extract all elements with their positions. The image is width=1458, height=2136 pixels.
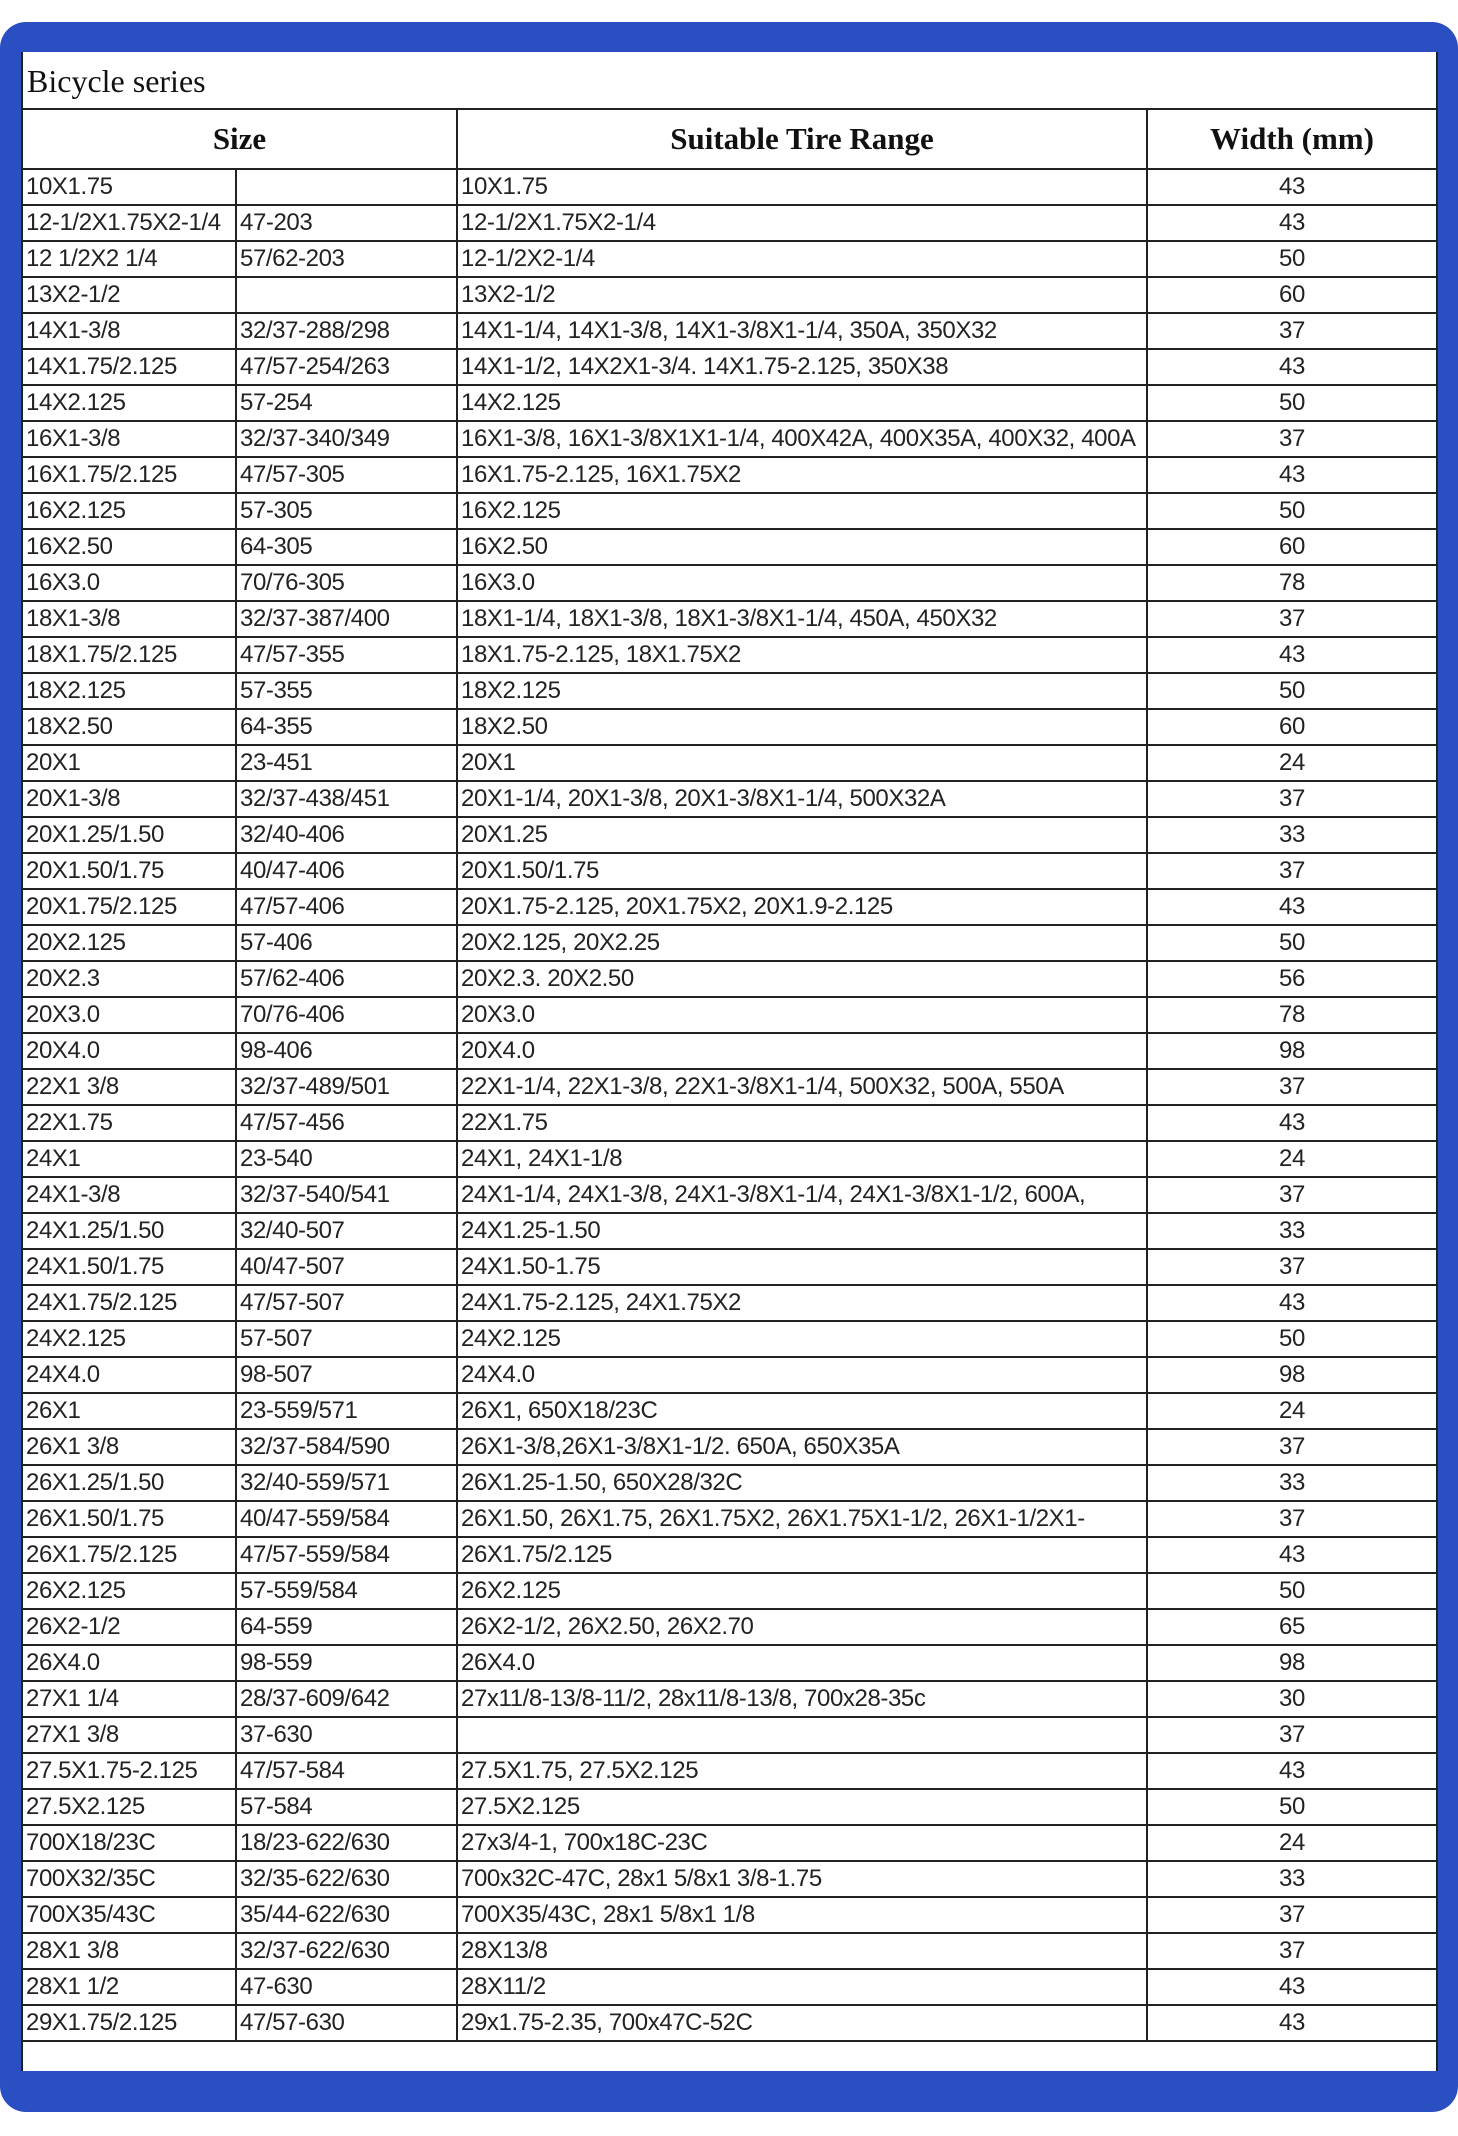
cell-width: 24 (1147, 745, 1436, 781)
cell-etrto: 23-559/571 (236, 1393, 457, 1429)
cell-size: 700X18/23C (23, 1825, 236, 1861)
cell-width: 37 (1147, 1933, 1436, 1969)
cell-size: 26X1.75/2.125 (23, 1537, 236, 1573)
cell-etrto: 47/57-305 (236, 457, 457, 493)
table-row (23, 709, 1436, 745)
cell-size: 13X2-1/2 (23, 277, 236, 313)
cell-width: 37 (1147, 1177, 1436, 1213)
table-row (23, 1861, 1436, 1897)
cell-size: 18X1.75/2.125 (23, 637, 236, 673)
header-row (23, 110, 1436, 169)
table-row (23, 277, 1436, 313)
cell-tire-range: 24X1, 24X1-1/8 (457, 1141, 1147, 1177)
table-row (23, 529, 1436, 565)
cell-etrto: 57/62-406 (236, 961, 457, 997)
cell-size: 26X1.25/1.50 (23, 1465, 236, 1501)
table-row (23, 349, 1436, 385)
cell-etrto: 32/37-584/590 (236, 1429, 457, 1465)
table-row (23, 673, 1436, 709)
cell-etrto: 32/37-288/298 (236, 313, 457, 349)
cell-width: 56 (1147, 961, 1436, 997)
cell-etrto: 47/57-559/584 (236, 1537, 457, 1573)
cell-size: 22X1.75 (23, 1105, 236, 1141)
cell-tire-range: 24X1.25-1.50 (457, 1213, 1147, 1249)
cell-tire-range: 20X1.25 (457, 817, 1147, 853)
blue-frame (0, 22, 1458, 2112)
cell-width: 37 (1147, 781, 1436, 817)
table-row (23, 1429, 1436, 1465)
cell-size: 14X1-3/8 (23, 313, 236, 349)
cell-tire-range: 22X1-1/4, 22X1-3/8, 22X1-3/8X1-1/4, 500X32, 500A, 550A (457, 1069, 1147, 1105)
cell-width: 98 (1147, 1645, 1436, 1681)
table-row (23, 169, 1436, 205)
cell-width: 43 (1147, 1537, 1436, 1573)
table-row (23, 457, 1436, 493)
cell-width: 60 (1147, 709, 1436, 745)
cell-width: 37 (1147, 421, 1436, 457)
table-row (23, 421, 1436, 457)
table-row (23, 601, 1436, 637)
cell-etrto: 57-507 (236, 1321, 457, 1357)
cell-tire-range: 700x32C-47C, 28x1 5/8x1 3/8-1.75 (457, 1861, 1147, 1897)
cell-tire-range: 700X35/43C, 28x1 5/8x1 1/8 (457, 1897, 1147, 1933)
cell-size: 20X1 (23, 745, 236, 781)
cell-width: 37 (1147, 1429, 1436, 1465)
cell-tire-range: 24X1.50-1.75 (457, 1249, 1147, 1285)
table-row (23, 997, 1436, 1033)
cell-tire-range: 27.5X1.75, 27.5X2.125 (457, 1753, 1147, 1789)
cell-size: 26X1 3/8 (23, 1429, 236, 1465)
cell-tire-range: 20X2.3. 20X2.50 (457, 961, 1147, 997)
table-row (23, 781, 1436, 817)
cell-size: 12 1/2X2 1/4 (23, 241, 236, 277)
table-row (23, 1357, 1436, 1393)
cell-tire-range: 14X2.125 (457, 385, 1147, 421)
table-row (23, 1501, 1436, 1537)
cell-etrto: 40/47-507 (236, 1249, 457, 1285)
cell-width: 43 (1147, 457, 1436, 493)
cell-etrto (236, 169, 457, 205)
cell-tire-range: 20X2.125, 20X2.25 (457, 925, 1147, 961)
cell-size: 20X2.3 (23, 961, 236, 997)
cell-etrto: 32/37-340/349 (236, 421, 457, 457)
tire-size-table (23, 110, 1436, 2042)
cell-width: 37 (1147, 601, 1436, 637)
cell-tire-range: 28X13/8 (457, 1933, 1147, 1969)
table-row (23, 1465, 1436, 1501)
table-row (23, 1969, 1436, 2005)
cell-etrto: 32/37-489/501 (236, 1069, 457, 1105)
table-row (23, 1285, 1436, 1321)
cell-etrto: 57/62-203 (236, 241, 457, 277)
cell-etrto: 32/40-406 (236, 817, 457, 853)
cell-etrto: 57-254 (236, 385, 457, 421)
cell-tire-range: 27.5X2.125 (457, 1789, 1147, 1825)
cell-width: 24 (1147, 1393, 1436, 1429)
cell-size: 20X2.125 (23, 925, 236, 961)
table-row (23, 1537, 1436, 1573)
cell-etrto: 32/37-438/451 (236, 781, 457, 817)
cell-size: 16X3.0 (23, 565, 236, 601)
cell-size: 20X1.75/2.125 (23, 889, 236, 925)
cell-tire-range: 20X3.0 (457, 997, 1147, 1033)
cell-width: 60 (1147, 277, 1436, 313)
cell-width: 24 (1147, 1141, 1436, 1177)
cell-etrto: 64-305 (236, 529, 457, 565)
cell-etrto: 64-559 (236, 1609, 457, 1645)
cell-width: 37 (1147, 1501, 1436, 1537)
cell-size: 27X1 3/8 (23, 1717, 236, 1753)
cell-width: 33 (1147, 1213, 1436, 1249)
sheet-title: Bicycle series (23, 52, 1436, 110)
cell-tire-range: 24X1-1/4, 24X1-3/8, 24X1-3/8X1-1/4, 24X1-3/8X1-1/2, 600A, (457, 1177, 1147, 1213)
cell-tire-range: 24X2.125 (457, 1321, 1147, 1357)
cell-tire-range: 14X1-1/4, 14X1-3/8, 14X1-3/8X1-1/4, 350A, 350X32 (457, 313, 1147, 349)
cell-etrto: 47/57-406 (236, 889, 457, 925)
cell-size: 22X1 3/8 (23, 1069, 236, 1105)
cell-size: 14X2.125 (23, 385, 236, 421)
table-row (23, 1753, 1436, 1789)
cell-width: 43 (1147, 637, 1436, 673)
cell-tire-range (457, 1717, 1147, 1753)
cell-width: 37 (1147, 1069, 1436, 1105)
cell-width: 43 (1147, 889, 1436, 925)
cell-width: 50 (1147, 1789, 1436, 1825)
cell-tire-range: 16X1-3/8, 16X1-3/8X1X1-1/4, 400X42A, 400X35A, 400X32, 400A (457, 421, 1147, 457)
cell-width: 98 (1147, 1033, 1436, 1069)
cell-width: 78 (1147, 565, 1436, 601)
table-row (23, 2005, 1436, 2041)
cell-size: 24X1 (23, 1141, 236, 1177)
cell-size: 14X1.75/2.125 (23, 349, 236, 385)
table-row (23, 1249, 1436, 1285)
cell-etrto: 47/57-355 (236, 637, 457, 673)
header-size: Size (23, 110, 457, 169)
cell-etrto: 70/76-406 (236, 997, 457, 1033)
cell-width: 33 (1147, 1465, 1436, 1501)
table-row (23, 853, 1436, 889)
table-row (23, 1177, 1436, 1213)
cell-etrto: 40/47-406 (236, 853, 457, 889)
table-row (23, 1321, 1436, 1357)
cell-size: 28X1 3/8 (23, 1933, 236, 1969)
table-row (23, 1069, 1436, 1105)
cell-etrto: 28/37-609/642 (236, 1681, 457, 1717)
cell-size: 18X2.125 (23, 673, 236, 709)
cell-size: 700X32/35C (23, 1861, 236, 1897)
cell-width: 37 (1147, 1717, 1436, 1753)
cell-width: 43 (1147, 2005, 1436, 2041)
cell-etrto: 98-507 (236, 1357, 457, 1393)
cell-tire-range: 16X3.0 (457, 565, 1147, 601)
cell-tire-range: 26X1.25-1.50, 650X28/32C (457, 1465, 1147, 1501)
cell-size: 24X1.50/1.75 (23, 1249, 236, 1285)
cell-size: 24X2.125 (23, 1321, 236, 1357)
cell-size: 24X4.0 (23, 1357, 236, 1393)
cell-width: 37 (1147, 853, 1436, 889)
table-row (23, 1393, 1436, 1429)
cell-etrto (236, 277, 457, 313)
cell-size: 20X1.25/1.50 (23, 817, 236, 853)
cell-width: 50 (1147, 1321, 1436, 1357)
cell-tire-range: 26X1.50, 26X1.75, 26X1.75X2, 26X1.75X1-1/2, 26X1-1/2X1- (457, 1501, 1147, 1537)
cell-size: 27.5X2.125 (23, 1789, 236, 1825)
header-width: Width (mm) (1147, 110, 1436, 169)
table-row (23, 493, 1436, 529)
cell-size: 20X3.0 (23, 997, 236, 1033)
cell-size: 24X1.75/2.125 (23, 1285, 236, 1321)
cell-size: 26X1 (23, 1393, 236, 1429)
table-row (23, 1573, 1436, 1609)
cell-etrto: 57-355 (236, 673, 457, 709)
cell-tire-range: 16X1.75-2.125, 16X1.75X2 (457, 457, 1147, 493)
table-row (23, 1645, 1436, 1681)
cell-size: 28X1 1/2 (23, 1969, 236, 2005)
cell-tire-range: 22X1.75 (457, 1105, 1147, 1141)
cell-size: 18X1-3/8 (23, 601, 236, 637)
cell-etrto: 47/57-254/263 (236, 349, 457, 385)
table-row (23, 385, 1436, 421)
cell-size: 29X1.75/2.125 (23, 2005, 236, 2041)
cell-width: 43 (1147, 1105, 1436, 1141)
cell-width: 43 (1147, 205, 1436, 241)
cell-size: 20X1-3/8 (23, 781, 236, 817)
cell-width: 33 (1147, 1861, 1436, 1897)
cell-tire-range: 13X2-1/2 (457, 277, 1147, 313)
cell-etrto: 47/57-507 (236, 1285, 457, 1321)
cell-width: 37 (1147, 1897, 1436, 1933)
cell-etrto: 47/57-630 (236, 2005, 457, 2041)
cell-width: 50 (1147, 493, 1436, 529)
table-row (23, 637, 1436, 673)
cell-etrto: 35/44-622/630 (236, 1897, 457, 1933)
cell-width: 37 (1147, 1249, 1436, 1285)
cell-tire-range: 24X4.0 (457, 1357, 1147, 1393)
cell-size: 10X1.75 (23, 169, 236, 205)
cell-width: 78 (1147, 997, 1436, 1033)
cell-width: 24 (1147, 1825, 1436, 1861)
cell-size: 24X1.25/1.50 (23, 1213, 236, 1249)
cell-tire-range: 18X1.75-2.125, 18X1.75X2 (457, 637, 1147, 673)
cell-width: 50 (1147, 241, 1436, 277)
cell-tire-range: 26X2.125 (457, 1573, 1147, 1609)
cell-etrto: 47/57-584 (236, 1753, 457, 1789)
cell-tire-range: 18X2.50 (457, 709, 1147, 745)
cell-size: 12-1/2X1.75X2-1/4 (23, 205, 236, 241)
cell-width: 50 (1147, 385, 1436, 421)
cell-tire-range: 20X1 (457, 745, 1147, 781)
cell-size: 20X1.50/1.75 (23, 853, 236, 889)
cell-width: 30 (1147, 1681, 1436, 1717)
cell-etrto: 57-406 (236, 925, 457, 961)
table-row (23, 1681, 1436, 1717)
cell-etrto: 32/40-559/571 (236, 1465, 457, 1501)
cell-size: 26X2-1/2 (23, 1609, 236, 1645)
cell-etrto: 64-355 (236, 709, 457, 745)
cell-tire-range: 12-1/2X2-1/4 (457, 241, 1147, 277)
table-row (23, 1105, 1436, 1141)
cell-size: 27X1 1/4 (23, 1681, 236, 1717)
cell-etrto: 32/37-540/541 (236, 1177, 457, 1213)
cell-etrto: 23-451 (236, 745, 457, 781)
cell-etrto: 23-540 (236, 1141, 457, 1177)
table-row (23, 1933, 1436, 1969)
cell-tire-range: 16X2.125 (457, 493, 1147, 529)
cell-etrto: 18/23-622/630 (236, 1825, 457, 1861)
table-row (23, 961, 1436, 997)
cell-width: 33 (1147, 817, 1436, 853)
cell-tire-range: 28X11/2 (457, 1969, 1147, 2005)
table-row (23, 1141, 1436, 1177)
cell-etrto: 47-630 (236, 1969, 457, 2005)
cell-etrto: 40/47-559/584 (236, 1501, 457, 1537)
cell-etrto: 32/40-507 (236, 1213, 457, 1249)
cell-tire-range: 14X1-1/2, 14X2X1-3/4. 14X1.75-2.125, 350X38 (457, 349, 1147, 385)
cell-tire-range: 24X1.75-2.125, 24X1.75X2 (457, 1285, 1147, 1321)
tire-spec-sheet (21, 52, 1438, 2071)
cell-tire-range: 20X1.75-2.125, 20X1.75X2, 20X1.9-2.125 (457, 889, 1147, 925)
cell-width: 43 (1147, 1969, 1436, 2005)
cell-etrto: 98-406 (236, 1033, 457, 1069)
cell-width: 43 (1147, 1753, 1436, 1789)
table-row (23, 1033, 1436, 1069)
cell-size: 18X2.50 (23, 709, 236, 745)
table-row (23, 817, 1436, 853)
cell-tire-range: 26X1-3/8,26X1-3/8X1-1/2. 650A, 650X35A (457, 1429, 1147, 1465)
cell-etrto: 70/76-305 (236, 565, 457, 601)
cell-tire-range: 16X2.50 (457, 529, 1147, 565)
cell-tire-range: 20X1-1/4, 20X1-3/8, 20X1-3/8X1-1/4, 500X32A (457, 781, 1147, 817)
table-row (23, 205, 1436, 241)
table-row (23, 313, 1436, 349)
cell-width: 50 (1147, 1573, 1436, 1609)
table-row (23, 925, 1436, 961)
header-tire-range: Suitable Tire Range (457, 110, 1147, 169)
cell-tire-range: 20X1.50/1.75 (457, 853, 1147, 889)
cell-etrto: 32/37-387/400 (236, 601, 457, 637)
cell-size: 16X1-3/8 (23, 421, 236, 457)
cell-width: 43 (1147, 1285, 1436, 1321)
cell-size: 24X1-3/8 (23, 1177, 236, 1213)
table-row (23, 565, 1436, 601)
cell-etrto: 32/37-622/630 (236, 1933, 457, 1969)
cell-size: 700X35/43C (23, 1897, 236, 1933)
cell-width: 43 (1147, 169, 1436, 205)
table-row (23, 1897, 1436, 1933)
cell-tire-range: 10X1.75 (457, 169, 1147, 205)
cell-size: 20X4.0 (23, 1033, 236, 1069)
cell-tire-range: 29x1.75-2.35, 700x47C-52C (457, 2005, 1147, 2041)
cell-width: 60 (1147, 529, 1436, 565)
cell-size: 16X2.50 (23, 529, 236, 565)
cell-tire-range: 20X4.0 (457, 1033, 1147, 1069)
cell-etrto: 47/57-456 (236, 1105, 457, 1141)
cell-etrto: 98-559 (236, 1645, 457, 1681)
cell-width: 37 (1147, 313, 1436, 349)
cell-etrto: 57-584 (236, 1789, 457, 1825)
table-row (23, 889, 1436, 925)
cell-etrto: 47-203 (236, 205, 457, 241)
cell-size: 26X1.50/1.75 (23, 1501, 236, 1537)
table-row (23, 1825, 1436, 1861)
cell-tire-range: 18X2.125 (457, 673, 1147, 709)
table-row (23, 241, 1436, 277)
cell-width: 65 (1147, 1609, 1436, 1645)
cell-tire-range: 26X4.0 (457, 1645, 1147, 1681)
cell-etrto: 37-630 (236, 1717, 457, 1753)
cell-width: 43 (1147, 349, 1436, 385)
table-row (23, 745, 1436, 781)
cell-size: 26X2.125 (23, 1573, 236, 1609)
table-row (23, 1213, 1436, 1249)
cell-tire-range: 26X1, 650X18/23C (457, 1393, 1147, 1429)
cell-size: 27.5X1.75-2.125 (23, 1753, 236, 1789)
cell-etrto: 57-305 (236, 493, 457, 529)
cell-tire-range: 27x11/8-13/8-11/2, 28x11/8-13/8, 700x28-35c (457, 1681, 1147, 1717)
cell-width: 50 (1147, 673, 1436, 709)
cell-width: 50 (1147, 925, 1436, 961)
cell-etrto: 32/35-622/630 (236, 1861, 457, 1897)
table-row (23, 1717, 1436, 1753)
cell-tire-range: 26X1.75/2.125 (457, 1537, 1147, 1573)
cell-tire-range: 26X2-1/2, 26X2.50, 26X2.70 (457, 1609, 1147, 1645)
cell-size: 16X2.125 (23, 493, 236, 529)
cell-width: 98 (1147, 1357, 1436, 1393)
table-row (23, 1789, 1436, 1825)
cell-size: 16X1.75/2.125 (23, 457, 236, 493)
table-row (23, 1609, 1436, 1645)
cell-tire-range: 18X1-1/4, 18X1-3/8, 18X1-3/8X1-1/4, 450A, 450X32 (457, 601, 1147, 637)
cell-size: 26X4.0 (23, 1645, 236, 1681)
cell-tire-range: 27x3/4-1, 700x18C-23C (457, 1825, 1147, 1861)
cell-tire-range: 12-1/2X1.75X2-1/4 (457, 205, 1147, 241)
cell-etrto: 57-559/584 (236, 1573, 457, 1609)
